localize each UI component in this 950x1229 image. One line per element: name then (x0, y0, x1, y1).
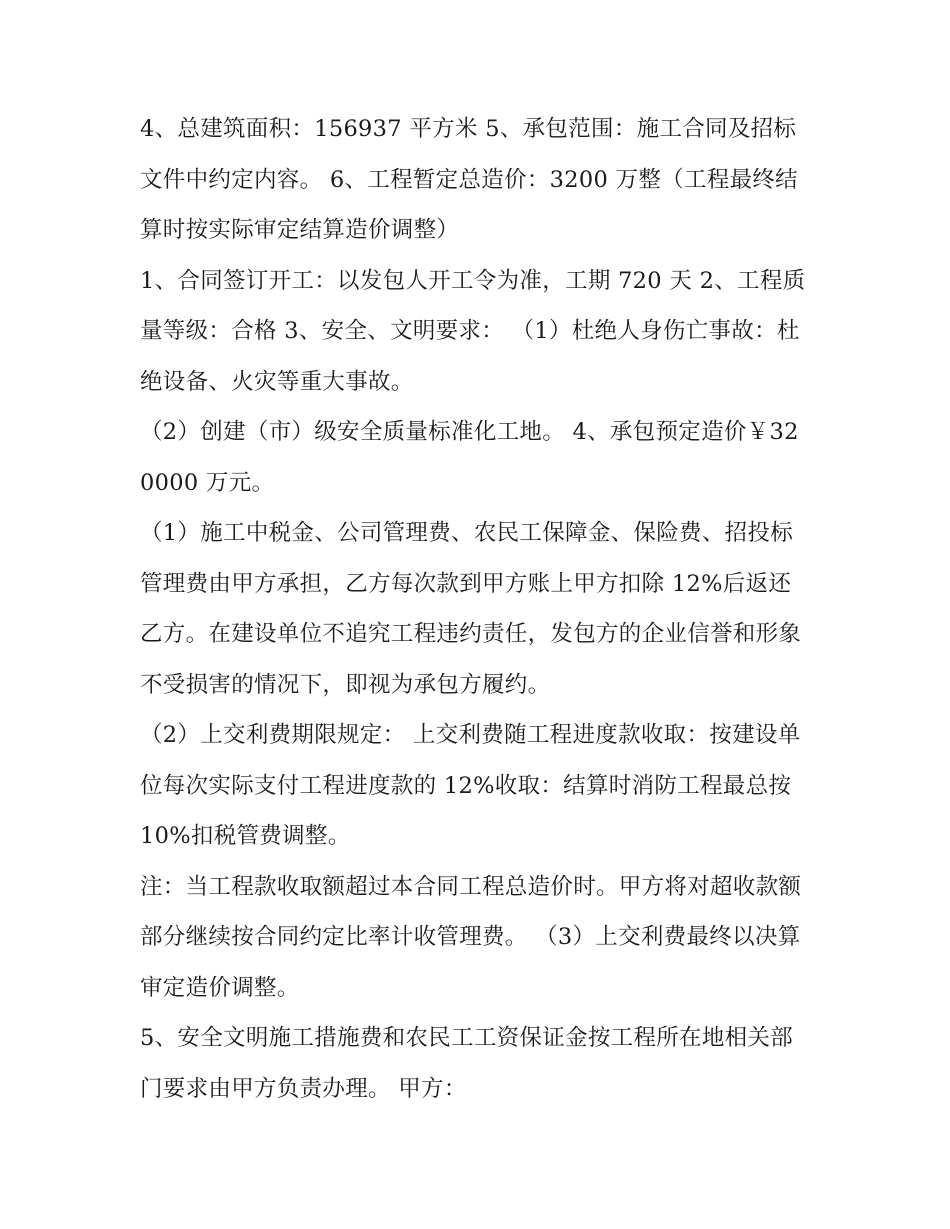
paragraph-standardized-site-estimated-cost: （2）创建（市）级安全质量标准化工地。 4、承包预定造价￥320000 万元。 (140, 419, 799, 496)
paragraph-building-area-scope-cost: 4、总建筑面积：156937 平方米 5、承包范围：施工合同及招标文件中约定内容。 6、工程暂定总造价：3200 万整（工程最终结算时按实际审定结算造价调整） (140, 116, 798, 243)
document-body (140, 104, 812, 1114)
paragraph-safety-measures-party-a: 5、安全文明施工措施费和农民工工资保证金按工程所在地相关部门要求由甲方负责办理。 甲方： (140, 1025, 794, 1102)
paragraph-contract-start-quality-safety: 1、合同签订开工：以发包人开工令为准，工期 720 天 2、工程质量等级：合格 3、安全、文明要求： （1）杜绝人身伤亡事故：杜绝设备、火灾等重大事故。 (140, 267, 806, 395)
paragraph-taxes-and-fees: （1）施工中税金、公司管理费、农民工保障金、保险费、招投标管理费由甲方承担，乙方每次款到甲方账上甲方扣除 12%后返还乙方。在建设单位不追究工程违约责任，发包方的企业信誉和形象不受损害的情况下，即视为承包方履约。 (140, 520, 802, 698)
paragraph-fee-payment-terms: （2）上交利费期限规定： 上交利费随工程进度款收取：按建设单位每次实际支付工程进度款的 12%收取：结算时消防工程最总按 10%扣税管费调整。 (140, 722, 801, 849)
paragraph-note-overcollection: 注：当工程款收取额超过本合同工程总造价时。甲方将对超收款额部分继续按合同约定比率计收管理费。 （3）上交利费最终以决算审定造价调整。 (140, 873, 802, 1001)
